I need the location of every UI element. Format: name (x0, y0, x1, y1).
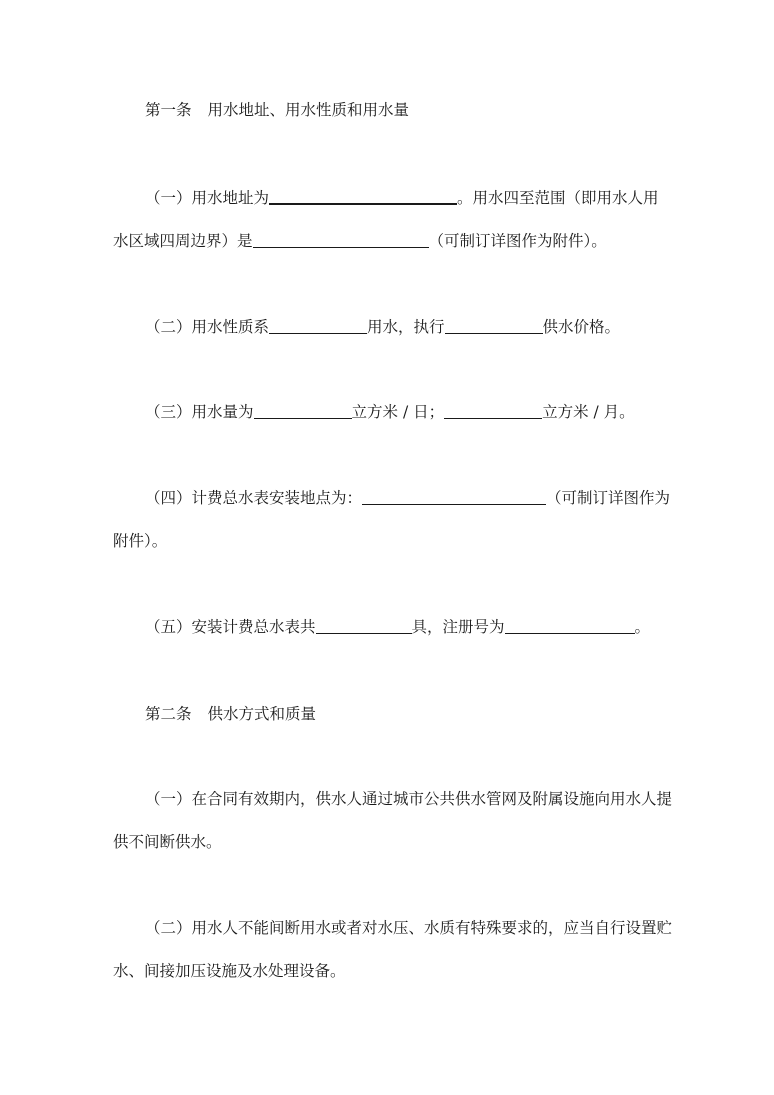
item-text: 立方米 / 月。 (542, 403, 635, 421)
item-text: （二）用水人不能间断用水或者对水压、水质有特殊要求的，应当自行设置贮 (145, 919, 673, 937)
item-text: （四）计费总水表安装地点为： (145, 489, 363, 507)
item-text: （一）在合同有效期内，供水人通过城市公共供水管网及附属设施向用水人提 (145, 790, 673, 808)
item-text: 供不间断供水。 (113, 833, 222, 851)
article-1-item-3 (145, 400, 635, 424)
article-1-title: 用水地址、用水性质和用水量 (207, 101, 410, 119)
article-2-number: 第二条 (145, 705, 192, 723)
article-1-item-1-line-2 (113, 229, 607, 253)
item-text: 立方米 / 日； (351, 403, 445, 421)
item-text: 用水，执行 (367, 318, 445, 336)
item-text: （可制订详图作为附件）。 (428, 232, 607, 250)
article-1-heading (145, 98, 409, 122)
usage-type-blank[interactable] (269, 317, 367, 334)
article-2-item-2-line-2 (113, 959, 346, 983)
item-text: 水、间接加压设施及水处理设备。 (113, 962, 346, 980)
monthly-volume-blank[interactable] (444, 402, 542, 419)
article-2-item-2-line-1 (145, 916, 672, 940)
item-text: 供水价格。 (542, 318, 621, 336)
article-2-item-1-line-2 (113, 830, 222, 854)
article-2-heading (145, 702, 316, 726)
item-text: （五）安装计费总水表共 (145, 618, 316, 636)
meter-location-blank[interactable] (362, 488, 546, 505)
article-2-item-1-line-1 (145, 787, 672, 811)
boundary-blank[interactable] (253, 231, 429, 248)
address-blank[interactable] (269, 187, 457, 205)
registration-number-blank[interactable] (505, 617, 635, 634)
price-blank[interactable] (445, 317, 543, 334)
daily-volume-blank[interactable] (254, 402, 352, 419)
article-1-number: 第一条 (145, 101, 192, 119)
item-text: 具，注册号为 (411, 618, 505, 636)
item-text: 。用水四至范围（即用水人用 (457, 189, 659, 207)
article-1-item-4-line-2 (113, 529, 167, 553)
article-1-item-4-line-1 (145, 486, 670, 510)
item-text: 水区域四周边界）是 (113, 232, 253, 250)
item-text: （二）用水性质系 (145, 318, 270, 336)
meter-count-blank[interactable] (316, 617, 412, 634)
article-1-item-5 (145, 615, 650, 639)
item-text: 。 (634, 618, 651, 636)
article-1-item-2 (145, 315, 620, 339)
item-text: （一）用水地址为 (145, 189, 270, 207)
article-1-item-1-line-1 (145, 186, 659, 210)
item-text: 附件）。 (113, 532, 168, 550)
item-text: （三）用水量为 (145, 403, 254, 421)
item-text: （可制订详图作为 (546, 489, 671, 507)
article-2-title: 供水方式和质量 (207, 705, 317, 723)
